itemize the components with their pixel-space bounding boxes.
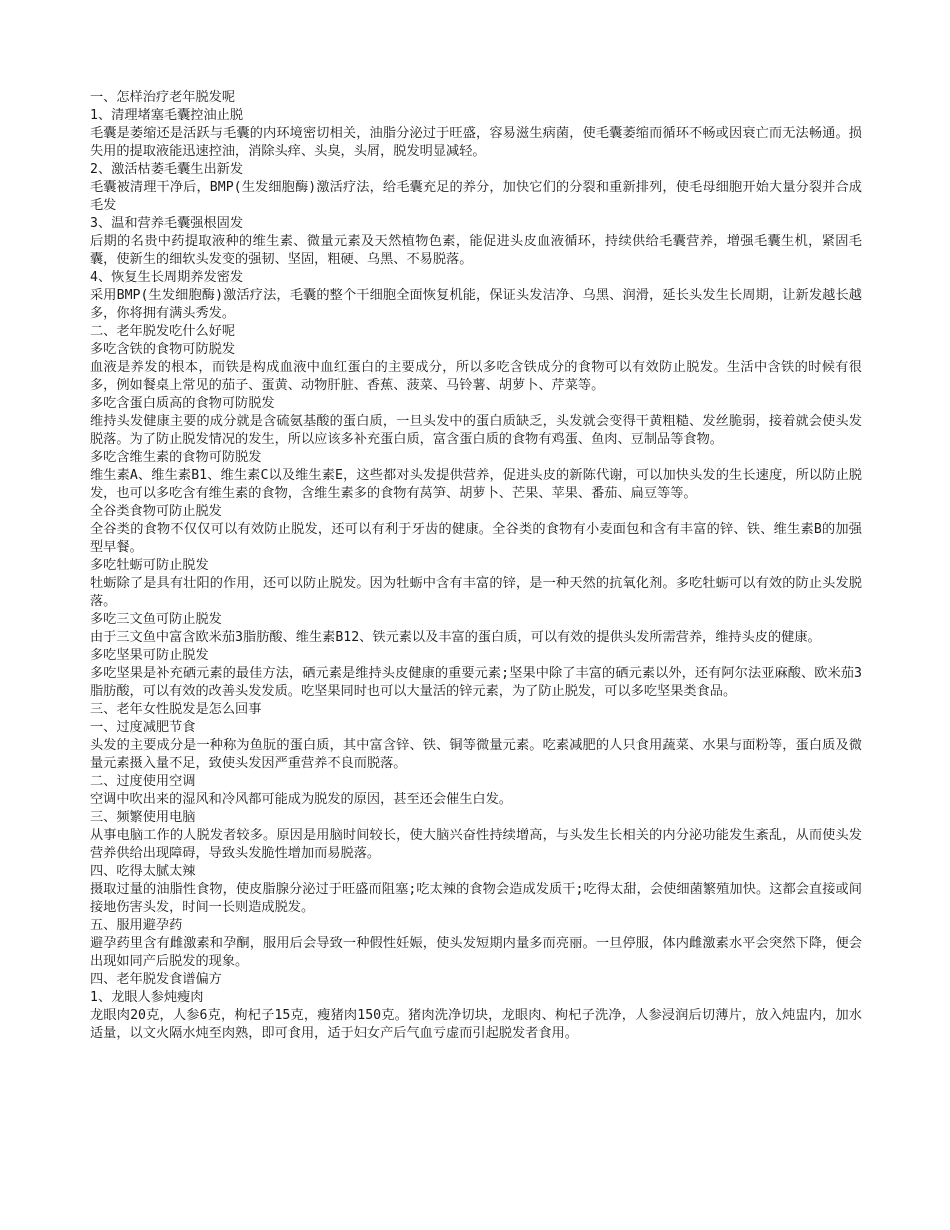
subsection-heading: 多吃三文鱼可防止脱发 xyxy=(90,612,222,627)
subsection-heading: 一、过度减肥节食 xyxy=(90,720,196,735)
paragraph: 从事电脑工作的人脱发者较多。原因是用脑时间较长，使大脑兴奋性持续增高，与头发生长相关的内分泌功能发生紊乱，从而使头发营养供给出现障碍，导致头发脆性增加而易脱落。 xyxy=(90,828,862,861)
subsection-heading: 三、频繁使用电脑 xyxy=(90,810,196,825)
subsection-heading: 1、龙眼人参炖瘦肉 xyxy=(90,990,204,1005)
paragraph: 摄取过量的油脂性食物，使皮脂腺分泌过于旺盛而阻塞;吃太辣的食物会造成发质干;吃得太甜，会使细菌繁殖加快。这都会直接或间接地伤害头发，时间一长则造成脱发。 xyxy=(90,882,862,915)
subsection-heading: 多吃坚果可防止脱发 xyxy=(90,648,209,663)
paragraph: 后期的名贵中药提取液种的维生素、微量元素及天然植物色素，能促进头皮血液循环，持续供给毛囊营养，增强毛囊生机，紧固毛囊，使新生的细软头发变的强韧、坚固，粗硬、乌黑、不易脱落。 xyxy=(90,234,862,267)
subsection-heading: 多吃含蛋白质高的食物可防脱发 xyxy=(90,396,275,411)
subsection-heading: 多吃含铁的食物可防脱发 xyxy=(90,342,236,357)
paragraph: 毛囊是萎缩还是活跃与毛囊的内环境密切相关，油脂分泌过于旺盛，容易滋生病菌，使毛囊萎缩而循环不畅或因衰亡而无法畅通。损失用的提取液能迅速控油，消除头痒、头臭，头屑，脱发明显减轻。 xyxy=(90,126,862,159)
subsection-heading: 2、激活枯萎毛囊生出新发 xyxy=(90,162,244,177)
paragraph: 维持头发健康主要的成分就是含硫氨基酸的蛋白质，一旦头发中的蛋白质缺乏，头发就会变得干黄粗糙、发丝脆弱，接着就会使头发脱落。为了防止脱发情况的发生，所以应该多补充蛋白质，富含蛋白质的食物有鸡蛋、鱼肉、豆制品等食物。 xyxy=(90,414,862,447)
section-heading: 四、老年脱发食谱偏方 xyxy=(90,972,222,987)
paragraph: 采用BMP(生发细胞酶)激活疗法，毛囊的整个干细胞全面恢复机能，保证头发洁净、乌黑、润滑，延长头发生长周期，让新发越长越多，你将拥有满头秀发。 xyxy=(90,288,862,321)
subsection-heading: 五、服用避孕药 xyxy=(90,918,183,933)
paragraph: 全谷类的食物不仅仅可以有效防止脱发，还可以有利于牙齿的健康。全谷类的食物有小麦面包和含有丰富的锌、铁、维生素B的加强型早餐。 xyxy=(90,522,862,555)
paragraph: 龙眼肉20克，人参6克，枸杞子15克，瘦猪肉150克。猪肉洗净切块，龙眼肉、枸杞子洗净，人参浸润后切薄片，放入炖盅内，加水适量，以文火隔水炖至肉熟，即可食用，适于妇女产后气血亏虚而引起脱发者食用。 xyxy=(90,1008,862,1041)
document-body xyxy=(90,89,862,1043)
paragraph: 毛囊被清理干净后，BMP(生发细胞酶)激活疗法，给毛囊充足的养分，加快它们的分裂和重新排列，使毛母细胞开始大量分裂并合成毛发 xyxy=(90,180,862,213)
paragraph: 血液是养发的根本，而铁是构成血液中血红蛋白的主要成分，所以多吃含铁成分的食物可以有效防止脱发。生活中含铁的时候有很多，例如餐桌上常见的茄子、蛋黄、动物肝脏、香蕉、菠菜、马铃薯、胡萝卜、芹菜等。 xyxy=(90,360,862,393)
paragraph: 避孕药里含有雌激素和孕酮，服用后会导致一种假性妊娠，使头发短期内量多而亮丽。一旦停服，体内雌激素水平会突然下降，便会出现如同产后脱发的现象。 xyxy=(90,936,862,969)
paragraph: 头发的主要成分是一种称为鱼朊的蛋白质，其中富含锌、铁、铜等微量元素。吃素减肥的人只食用蔬菜、水果与面粉等，蛋白质及微量元素摄入量不足，致使头发因严重营养不良而脱落。 xyxy=(90,738,862,771)
subsection-heading: 四、吃得太腻太辣 xyxy=(90,864,196,879)
subsection-heading: 3、温和营养毛囊强根固发 xyxy=(90,216,244,231)
subsection-heading: 全谷类食物可防止脱发 xyxy=(90,504,222,519)
subsection-heading: 多吃牡蛎可防止脱发 xyxy=(90,558,209,573)
paragraph: 多吃坚果是补充硒元素的最佳方法，硒元素是维持头皮健康的重要元素;坚果中除了丰富的硒元素以外，还有阿尔法亚麻酸、欧米茄3脂肪酸，可以有效的改善头发发质。吃坚果同时也可以大量活的锌元素，为了防止脱发，可以多吃坚果类食品。 xyxy=(90,666,862,699)
paragraph: 由于三文鱼中富含欧米茄3脂肪酸、维生素B12、铁元素以及丰富的蛋白质，可以有效的提供头发所需营养，维持头皮的健康。 xyxy=(90,630,821,645)
subsection-heading: 二、过度使用空调 xyxy=(90,774,196,789)
section-heading: 一、怎样治疗老年脱发呢 xyxy=(90,90,236,105)
section-heading: 二、老年脱发吃什么好呢 xyxy=(90,324,236,339)
section-heading: 三、老年女性脱发是怎么回事 xyxy=(90,702,262,717)
subsection-heading: 1、清理堵塞毛囊控油止脱 xyxy=(90,108,244,123)
paragraph: 空调中吹出来的湿风和冷风都可能成为脱发的原因，甚至还会催生白发。 xyxy=(90,792,512,807)
subsection-heading: 4、恢复生长周期养发密发 xyxy=(90,270,244,285)
subsection-heading: 多吃含维生素的食物可防脱发 xyxy=(90,450,262,465)
paragraph: 牡蛎除了是具有壮阳的作用，还可以防止脱发。因为牡蛎中含有丰富的锌，是一种天然的抗氧化剂。多吃牡蛎可以有效的防止头发脱落。 xyxy=(90,576,862,609)
paragraph: 维生素A、维生素B1、维生素C以及维生素E，这些都对头发提供营养，促进头皮的新陈代谢，可以加快头发的生长速度，所以防止脱发，也可以多吃含有维生素的食物，含维生素多的食物有莴笋、胡萝卜、芒果、苹果、番茄、扁豆等等。 xyxy=(90,468,862,501)
